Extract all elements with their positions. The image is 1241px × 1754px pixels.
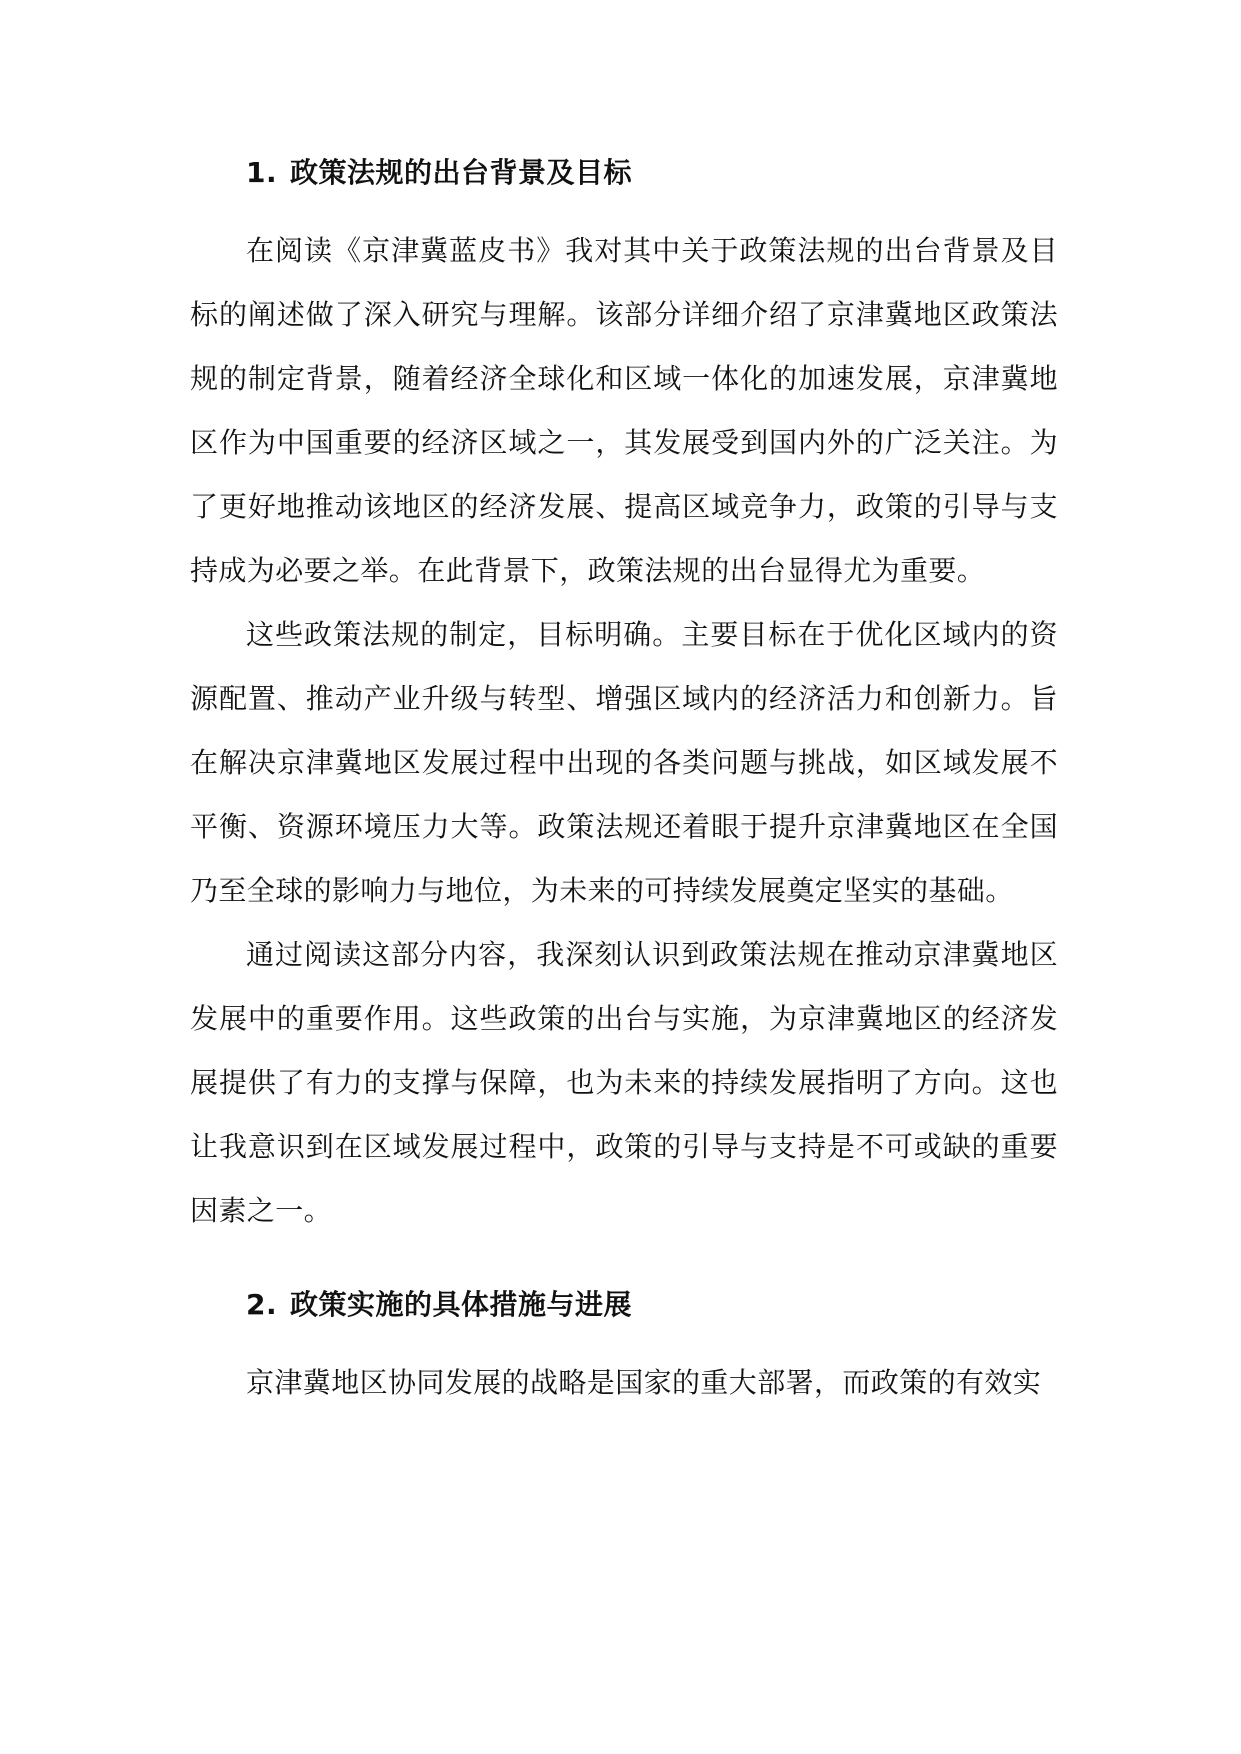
section-heading-1 <box>190 151 1058 195</box>
section-number-2: 2. <box>246 1288 278 1321</box>
section-number-1: 1. <box>246 156 278 189</box>
paragraph: 京津冀地区协同发展的战略是国家的重大部署，而政策的有效实 <box>246 1366 1042 1399</box>
paragraph: 这些政策法规的制定，目标明确。主要目标在于优化区域内的资源配置、推动产业升级与转型、增强区域内的经济活力和创新力。旨在解决京津冀地区发展过程中出现的各类问题与挑战，如区域发展不平衡、资源环境压力大等。政策法规还着眼于提升京津冀地区在全国乃至全球的影响力与地位，为未来的可持续发展奠定坚实的基础。 <box>190 618 1058 907</box>
document-body <box>190 151 1058 1415</box>
paragraph: 通过阅读这部分内容，我深刻认识到政策法规在推动京津冀地区发展中的重要作用。这些政策的出台与实施，为京津冀地区的经济发展提供了有力的支撑与保障，也为未来的持续发展指明了方向。这也让我意识到在区域发展过程中，政策的引导与支持是不可或缺的重要因素之一。 <box>190 938 1058 1227</box>
paragraph: 在阅读《京津冀蓝皮书》我对其中关于政策法规的出台背景及目标的阐述做了深入研究与理解。该部分详细介绍了京津冀地区政策法规的制定背景，随着经济全球化和区域一体化的加速发展，京津冀地区作为中国重要的经济区域之一，其发展受到国内外的广泛关注。为了更好地推动该地区的经济发展、提高区域竞争力，政策的引导与支持成为必要之举。在此背景下，政策法规的出台显得尤为重要。 <box>190 234 1058 587</box>
section-heading-2 <box>190 1283 1058 1327</box>
section-spacer <box>190 1243 1058 1283</box>
section-title-1: 政策法规的出台背景及目标 <box>290 156 633 189</box>
section-title-2: 政策实施的具体措施与进展 <box>290 1288 633 1321</box>
